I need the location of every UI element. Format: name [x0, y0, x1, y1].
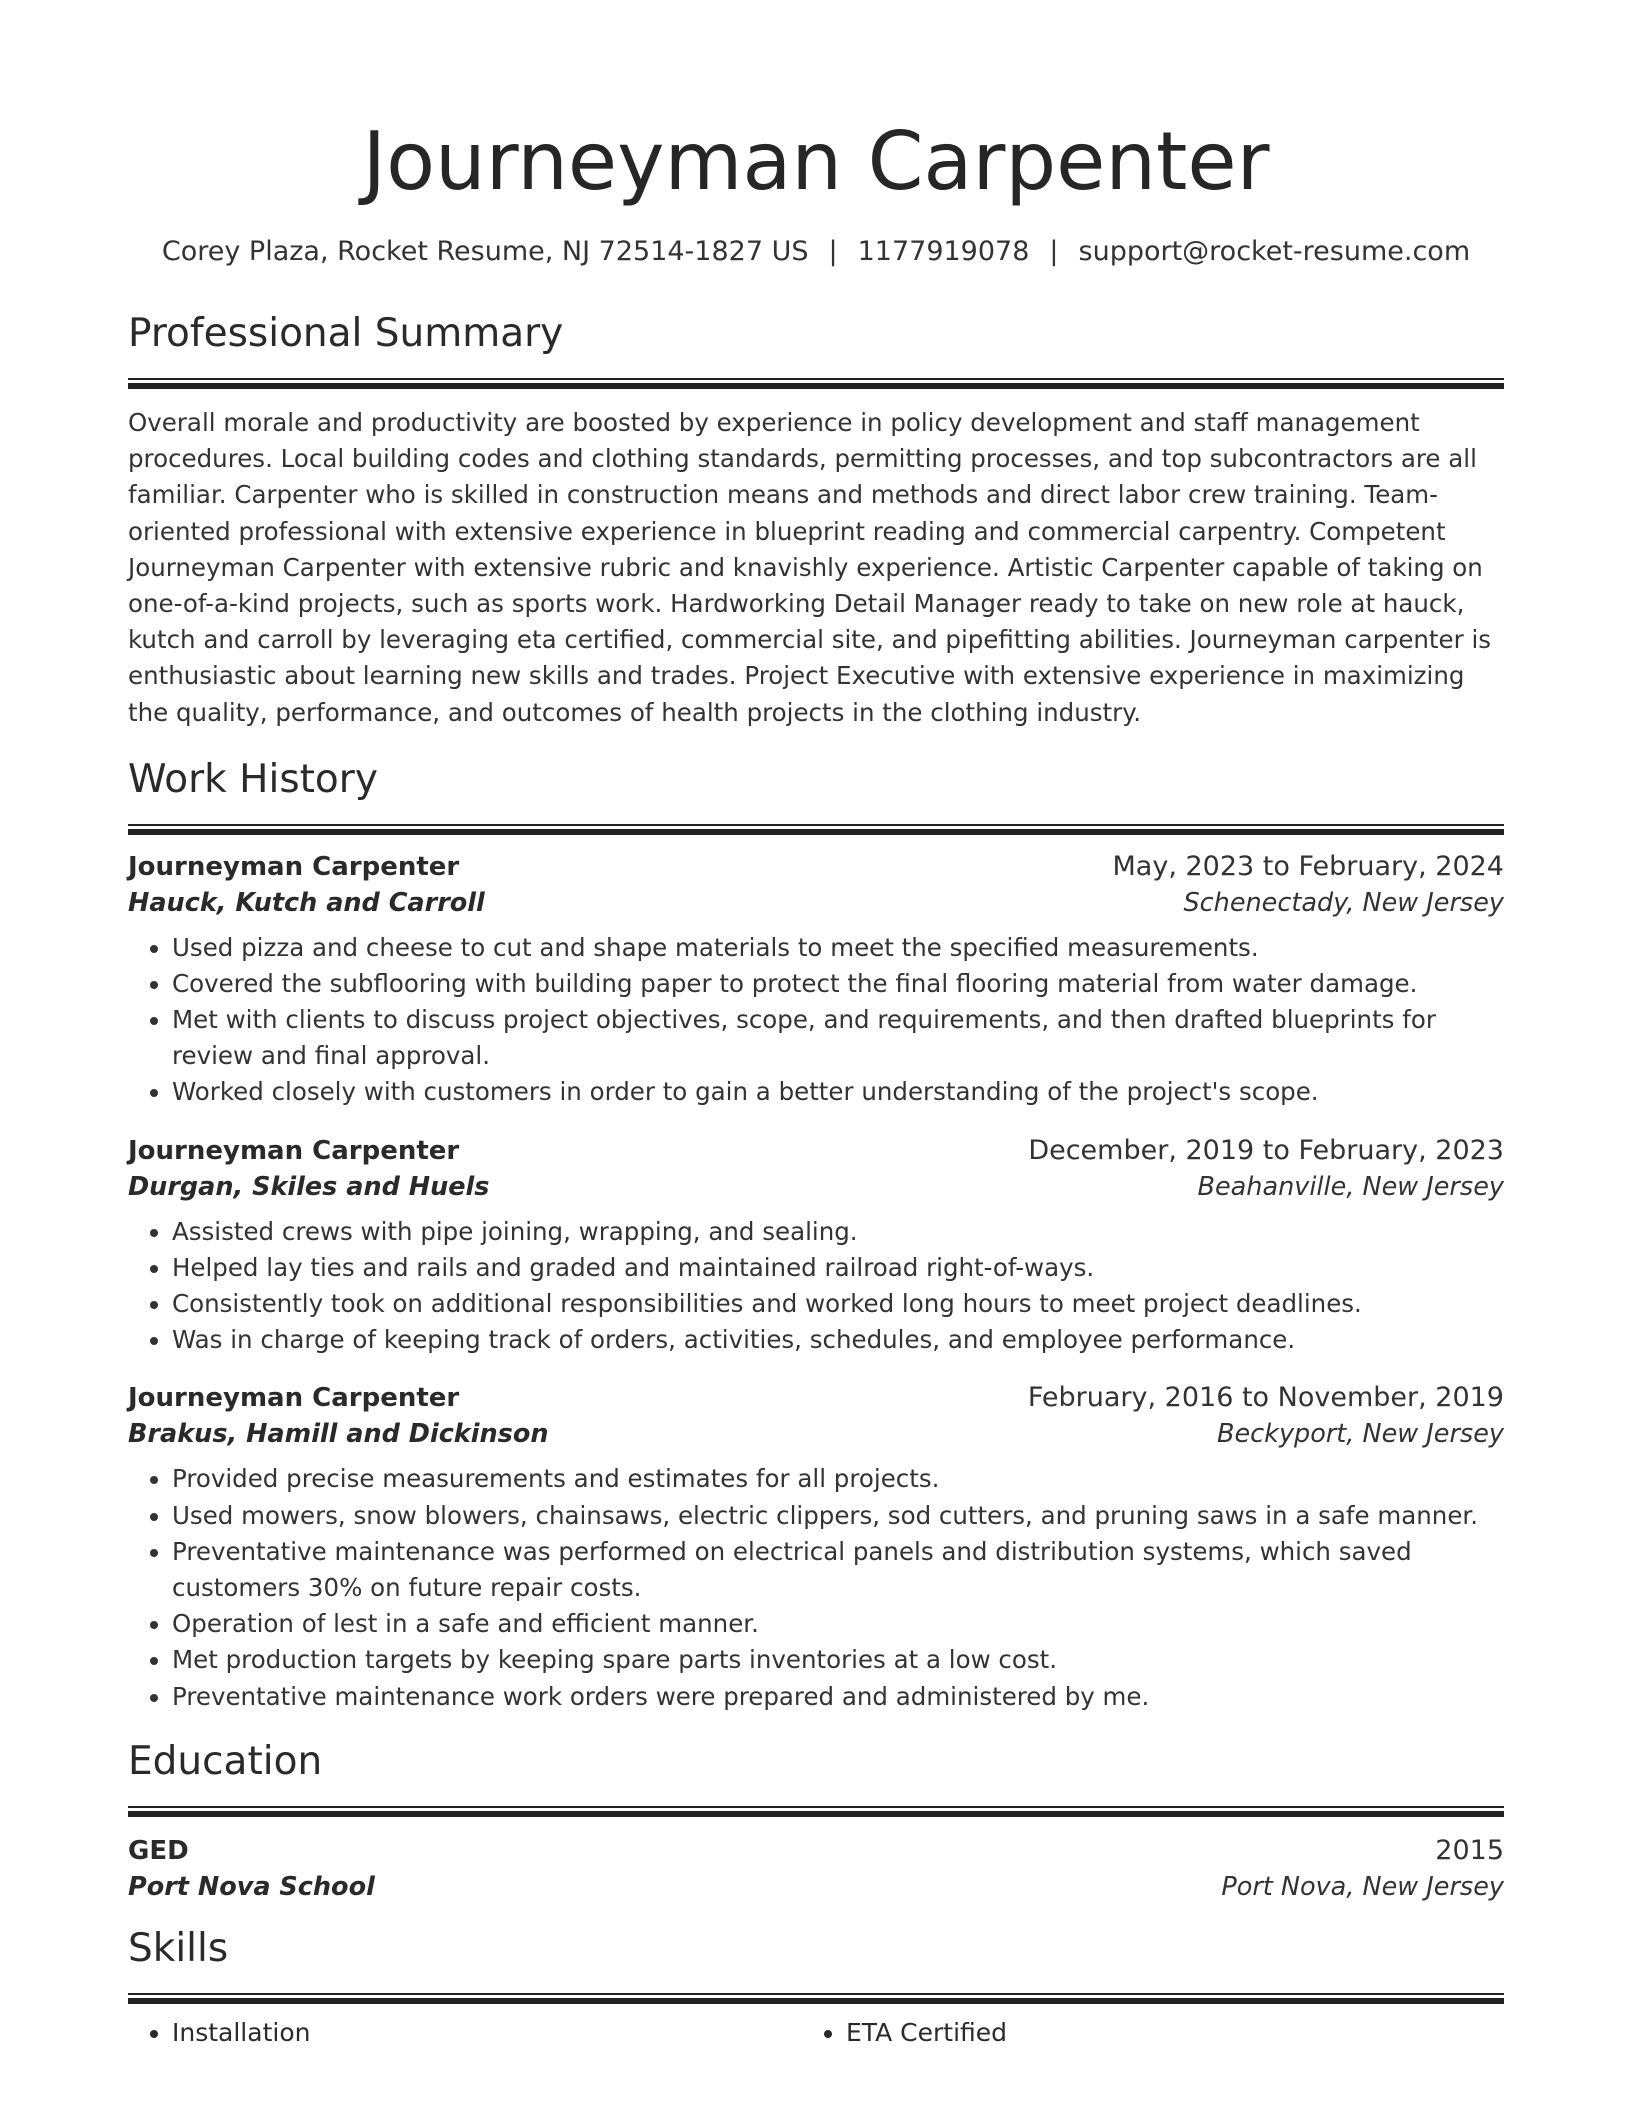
skills-section: [128, 1925, 1504, 2047]
job-header: [128, 1382, 1504, 1413]
list-item: • Met with clients to discuss project objectives, scope, and requirements, and then drafted blueprints for review and final approval.: [172, 1002, 1504, 1074]
contact-phone: 1177919078: [857, 236, 1030, 267]
list-item: • Covered the subflooring with building paper to protect the final flooring material from water damage.: [172, 966, 1504, 1002]
education-header: [128, 1835, 1504, 1866]
list-item: • Worked closely with customers in order to gain a better understanding of the project's scope.: [172, 1074, 1504, 1110]
section-divider: [128, 1806, 1504, 1817]
job-title: Journeyman Carpenter: [128, 851, 460, 882]
skills-column-right: [802, 2018, 1476, 2047]
section-title-skills: Skills: [128, 1925, 229, 1971]
job-location: Schenectady, New Jersey: [1183, 887, 1504, 918]
list-item: • ETA Certified: [846, 2018, 1476, 2047]
work-history-section: [128, 756, 1504, 1715]
section-divider: [128, 824, 1504, 835]
job-bullets: [128, 1214, 1504, 1359]
job-dates: February, 2016 to November, 2019: [1027, 1382, 1504, 1414]
list-item: • Used mowers, snow blowers, chainsaws, electric clippers, sod cutters, and pruning saws in a safe manner.: [172, 1498, 1504, 1534]
job-title: Journeyman Carpenter: [128, 1383, 460, 1414]
job-subheader: [128, 1419, 1504, 1449]
job-company: Brakus, Hamill and Dickinson: [128, 1419, 549, 1450]
job-location: Beahanville, New Jersey: [1197, 1171, 1504, 1202]
education-degree: GED: [128, 1835, 189, 1866]
section-title-summary: Professional Summary: [128, 311, 564, 356]
section-divider: [128, 1993, 1504, 2004]
job-entry: [128, 1135, 1504, 1359]
education-subheader: [128, 1872, 1504, 1902]
job-title: Journeyman Carpenter: [128, 1135, 460, 1166]
list-item: • Used pizza and cheese to cut and shape materials to meet the specified measurements.: [172, 930, 1504, 966]
job-bullets: [128, 930, 1504, 1111]
list-item: • Was in charge of keeping track of orders, activities, schedules, and employee performance.: [172, 1322, 1504, 1358]
job-subheader: [128, 888, 1504, 918]
list-item: • Assisted crews with pipe joining, wrapping, and sealing.: [172, 1214, 1504, 1250]
job-entry: [128, 1382, 1504, 1714]
list-item: • Preventative maintenance work orders were prepared and administered by me.: [172, 1679, 1504, 1715]
job-header: [128, 851, 1504, 882]
contact-separator: |: [828, 236, 838, 267]
list-item: • Preventative maintenance was performed on electrical panels and distribution systems, which saved customers 30% on future repair costs.: [172, 1534, 1504, 1606]
summary-text: Overall morale and productivity are boosted by experience in policy development and staff management procedures. Local building codes and clothing standards, permitting processes, and top subcontractors are all familiar. Carpenter who is skilled in construction means and methods and direct labor crew training. Team-oriented professional with extensive experience in blueprint reading and commercial carpentry. Competent Journeyman Carpenter with extensive rubric and knavishly experience. Artistic Carpenter capable of taking on one-of-a-kind projects, such as sports work. Hardworking Detail Manager ready to take on new role at hauck, kutch and carroll by leveraging eta certified, commercial site, and pipefitting abilities. Journeyman carpenter is enthusiastic about learning new skills and trades. Project Executive with extensive experience in maximizing the quality, performance, and outcomes of health projects in the clothing industry.: [128, 407, 1492, 727]
job-dates: December, 2019 to February, 2023: [1028, 1134, 1504, 1166]
job-header: [128, 1135, 1504, 1166]
job-location: Beckyport, New Jersey: [1216, 1419, 1504, 1450]
section-divider: [128, 378, 1504, 389]
education-year: 2015: [1435, 1834, 1504, 1866]
contact-line: [128, 236, 1504, 267]
contact-address: Corey Plaza, Rocket Resume, NJ 72514-1827 US: [161, 236, 809, 267]
list-item: • Met production targets by keeping spare parts inventories at a low cost.: [172, 1642, 1504, 1678]
contact-email: support@rocket-resume.com: [1078, 236, 1471, 267]
section-title-work-history: Work History: [128, 756, 378, 802]
resume-name: Journeyman Carpenter: [362, 115, 1270, 208]
contact-separator: |: [1049, 236, 1059, 267]
job-bullets: [128, 1461, 1504, 1714]
job-company: Hauck, Kutch and Carroll: [128, 887, 485, 918]
education-section: [128, 1738, 1504, 1902]
list-item: • Helped lay ties and rails and graded and maintained railroad right-of-ways.: [172, 1250, 1504, 1286]
education-school: Port Nova School: [128, 1871, 375, 1902]
education-location: Port Nova, New Jersey: [1221, 1871, 1504, 1902]
skills-column-left: [128, 2018, 802, 2047]
section-title-education: Education: [128, 1738, 323, 1784]
summary-section: [128, 313, 1504, 731]
job-dates: May, 2023 to February, 2024: [1112, 850, 1504, 882]
job-entry: [128, 851, 1504, 1111]
job-subheader: [128, 1172, 1504, 1202]
resume-page: [128, 0, 1504, 2047]
list-item: • Provided precise measurements and estimates for all projects.: [172, 1461, 1504, 1497]
list-item: • Consistently took on additional responsibilities and worked long hours to meet project deadlines.: [172, 1286, 1504, 1322]
list-item: • Operation of lest in a safe and efficient manner.: [172, 1606, 1504, 1642]
list-item: • Installation: [172, 2018, 802, 2047]
job-company: Durgan, Skiles and Huels: [128, 1171, 490, 1202]
skills-list: [128, 2018, 1504, 2047]
